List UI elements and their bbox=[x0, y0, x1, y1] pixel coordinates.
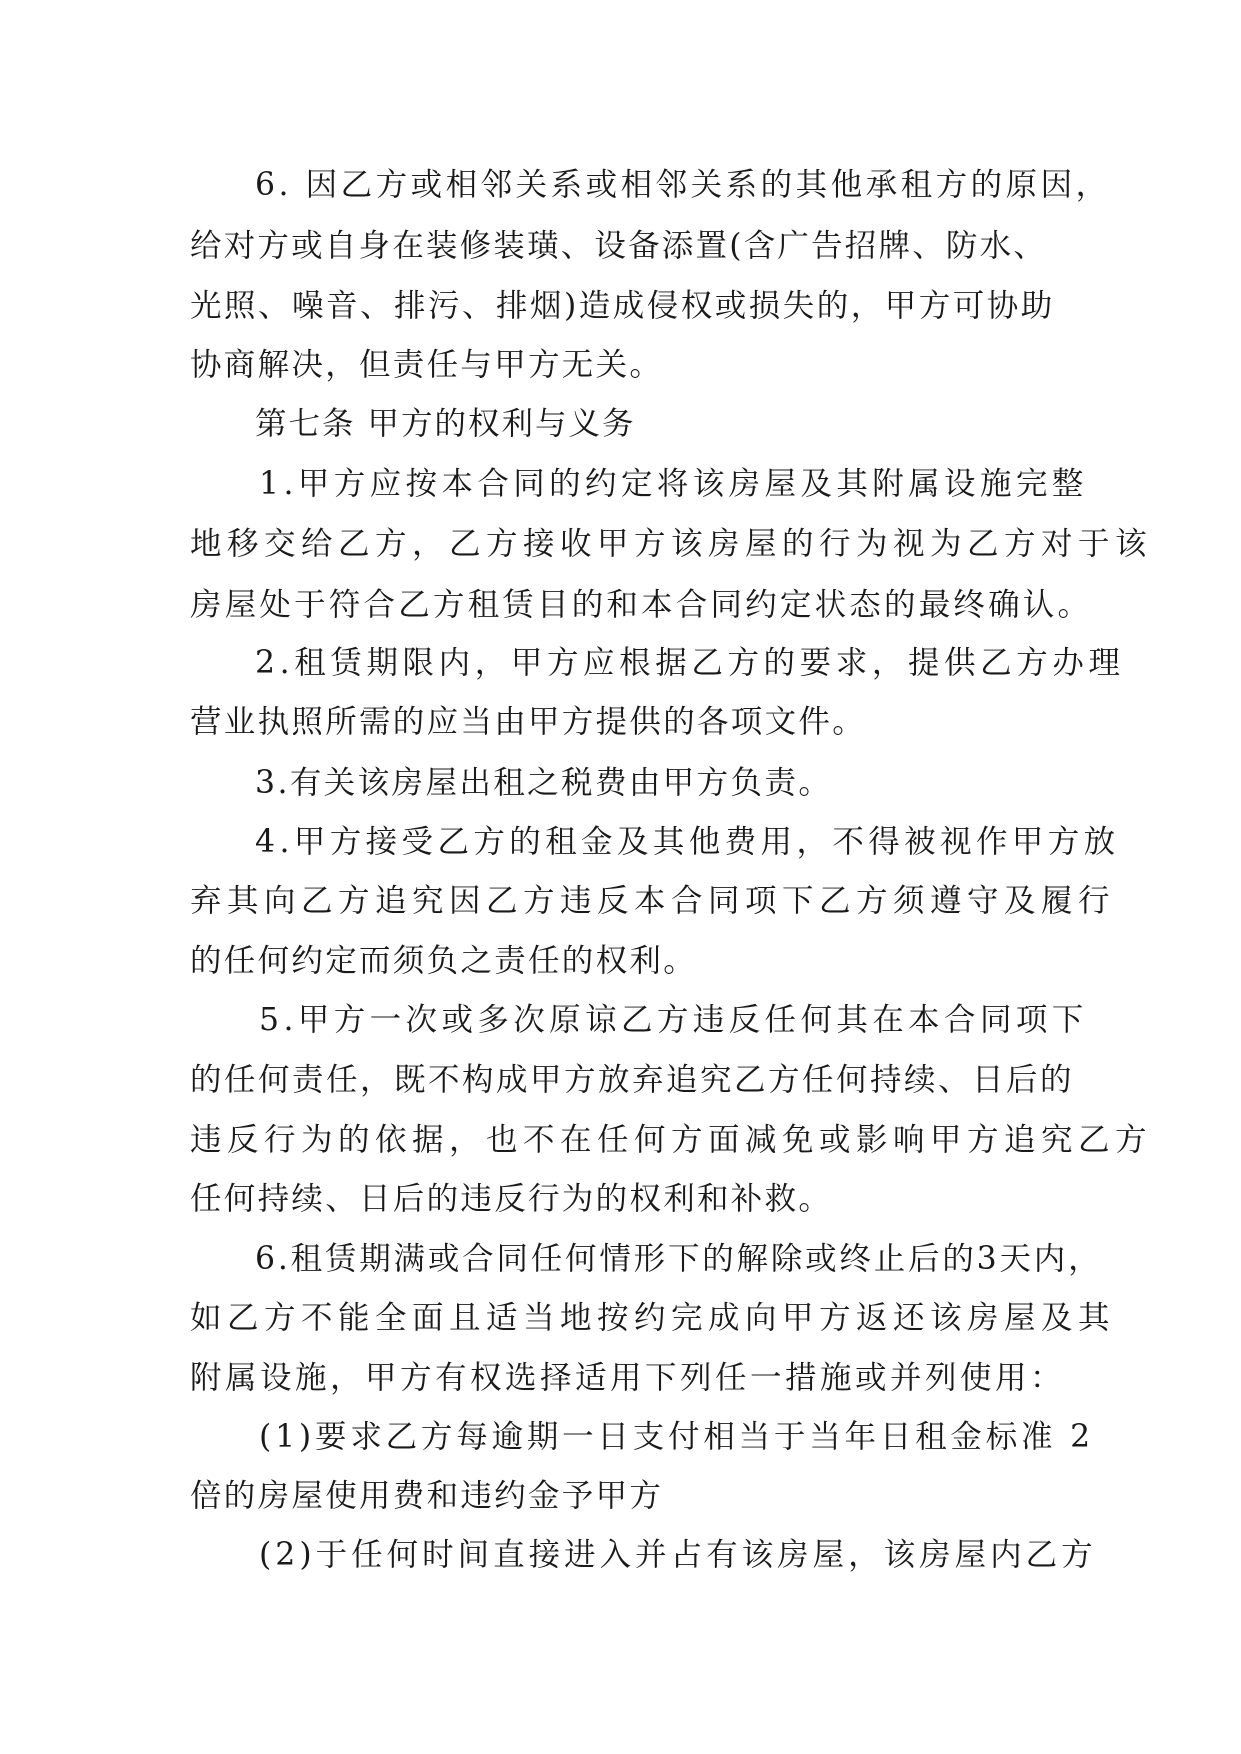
section-heading: 第七条 甲方的权利与义务 bbox=[255, 406, 636, 442]
text-line: 给对方或自身在装修装璜、设备添置(含广告招牌、防水、 bbox=[190, 228, 1047, 264]
text-line: 5.甲方一次或多次原谅乙方违反任何其在本合同项下 bbox=[259, 1002, 1088, 1038]
text-line: 弃其向乙方追究因乙方违反本合同项下乙方须遵守及履行 bbox=[190, 883, 1116, 919]
text-line: (1)要求乙方每逾期一日支付相当于当年日租金标准 2 bbox=[259, 1419, 1094, 1455]
text-line: (2)于任何时间直接进入并占有该房屋，该房屋内乙方 bbox=[259, 1537, 1097, 1573]
text-line: 6.租赁期满或合同任何情形下的解除或终止后的3天内， bbox=[255, 1241, 1103, 1277]
text-line: 1.甲方应按本合同的约定将该房屋及其附属设施完整 bbox=[259, 466, 1088, 502]
text-line: 地移交给乙方，乙方接收甲方该房屋的行为视为乙方对于该 bbox=[190, 526, 1153, 562]
text-line: 附属设施，甲方有权选择适用下列任一措施或并列使用： bbox=[190, 1360, 1066, 1396]
text-line: 6. 因乙方或相邻关系或相邻关系的其他承租方的原因， bbox=[255, 167, 1111, 203]
text-line: 3.有关该房屋出租之税费由甲方负责。 bbox=[255, 765, 833, 801]
text-line: 倍的房屋使用费和违约金予甲方 bbox=[190, 1478, 664, 1514]
text-line: 违反行为的依据，也不在任何方面减免或影响甲方追究乙方 bbox=[190, 1122, 1153, 1158]
text-line: 房屋处于符合乙方租赁目的和本合同约定状态的最终确认。 bbox=[190, 587, 1093, 623]
text-line: 协商解决，但责任与甲方无关。 bbox=[190, 347, 664, 383]
text-line: 4.甲方接受乙方的租金及其他费用，不得被视作甲方放 bbox=[255, 824, 1120, 860]
text-line: 的任何责任，既不构成甲方放弃追究乙方任何持续、日后的 bbox=[190, 1062, 1075, 1098]
text-line: 如乙方不能全面且适当地按约完成向甲方返还该房屋及其 bbox=[190, 1300, 1116, 1336]
text-line: 的任何约定而须负之责任的权利。 bbox=[190, 943, 698, 979]
text-line: 2.租赁期限内，甲方应根据乙方的要求，提供乙方办理 bbox=[255, 645, 1125, 681]
text-line: 任何持续、日后的违反行为的权利和补救。 bbox=[190, 1181, 833, 1217]
text-line: 光照、噪音、排污、排烟)造成侵权或损失的，甲方可协助 bbox=[190, 288, 1055, 324]
text-line: 营业执照所需的应当由甲方提供的各项文件。 bbox=[190, 704, 867, 740]
